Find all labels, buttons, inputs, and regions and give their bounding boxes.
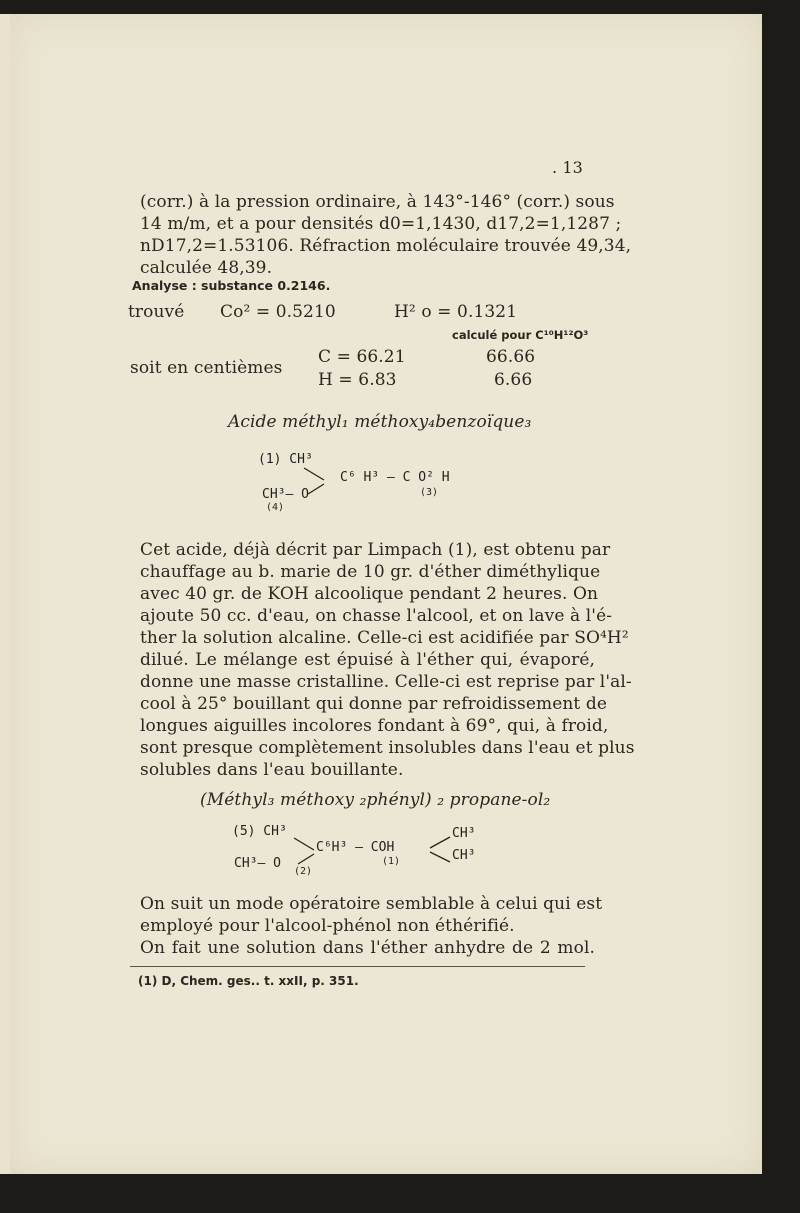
formula-top: (1) CH³ (258, 452, 313, 467)
formula-top: (5) CH³ (232, 824, 287, 839)
text-line: 14 m/m, et a pour densités d0=1,1430, d17,2=1,1287 ; (140, 214, 622, 234)
heading-2: (Méthyl₃ méthoxy ₂phényl) ₂ propane-ol₂ (200, 790, 551, 810)
c-calculated: 66.66 (486, 347, 536, 367)
formula-bottom: CH³— O (234, 856, 281, 871)
formula-pos1: (1) (382, 856, 401, 867)
text-line: donne une masse cristalline. Celle-ci est reprise par l'al- (140, 672, 632, 692)
text-line: sont presque complètement insolubles dans l'eau et plus (140, 738, 635, 758)
formula-pos2: (2) (294, 866, 313, 877)
formula-right-top: CH³ (452, 826, 476, 841)
text-line: nD17,2=1.53106. Réfraction moléculaire trouvée 49,34, (140, 236, 632, 256)
footnote: (1) D, Chem. ges.. t. xxII, p. 351. (138, 974, 359, 988)
c-found: C = 66.21 (318, 347, 406, 367)
co2-value: Co² = 0.5210 (220, 302, 336, 322)
text-line: longues aiguilles incolores fondant à 69°, qui, à froid, (140, 716, 609, 736)
text-line: (corr.) à la pression ordinaire, à 143°-146° (corr.) sous (140, 192, 615, 212)
analysis-label: Analyse : substance 0.2146. (132, 278, 331, 293)
formula-pos4: (4) (266, 502, 285, 513)
footnote-rule (130, 966, 585, 967)
percent-label: soit en centièmes (130, 358, 283, 378)
page-number: . 13 (552, 158, 583, 177)
calc-header: calculé pour C¹⁰H¹²O³ (452, 328, 589, 342)
text-line: calculée 48,39. (140, 258, 273, 278)
formula-bottom: CH³— O (262, 487, 309, 502)
h-found: H = 6.83 (318, 370, 397, 390)
found-label: trouvé (128, 302, 185, 322)
text-line: Cet acide, déjà décrit par Limpach (1), est obtenu par (140, 540, 611, 560)
text-line: dilué. Le mélange est épuisé à l'éther qui, évaporé, (140, 650, 595, 670)
formula-mid: C⁶ H³ — C O² H (340, 470, 450, 485)
heading-1: Acide méthyl₁ méthoxy₄benzoïque₃ (228, 412, 532, 432)
formula-right-bottom: CH³ (452, 848, 476, 863)
formula-mid: C⁶H³ — COH (316, 840, 395, 855)
h2o-value: H² o = 0.1321 (394, 302, 518, 322)
text-line: ajoute 50 cc. d'eau, on chasse l'alcool, et on lave à l'é- (140, 606, 613, 626)
text-line: avec 40 gr. de KOH alcoolique pendant 2 heures. On (140, 584, 599, 604)
text-line: On fait une solution dans l'éther anhydre de 2 mol. (140, 938, 595, 958)
text-line: chauffage au b. marie de 10 gr. d'éther diméthylique (140, 562, 601, 582)
text-line: ther la solution alcaline. Celle-ci est acidifiée par SO⁴H² (140, 628, 629, 648)
h-calculated: 6.66 (494, 370, 533, 390)
book-page (10, 14, 762, 1174)
text-line: On suit un mode opératoire semblable à celui qui est (140, 894, 603, 914)
text-line: cool à 25° bouillant qui donne par refroidissement de (140, 694, 608, 714)
text-line: employé pour l'alcool-phénol non éthérifié. (140, 916, 515, 936)
formula-pos3: (3) (420, 487, 439, 498)
text-line: solubles dans l'eau bouillante. (140, 760, 404, 780)
